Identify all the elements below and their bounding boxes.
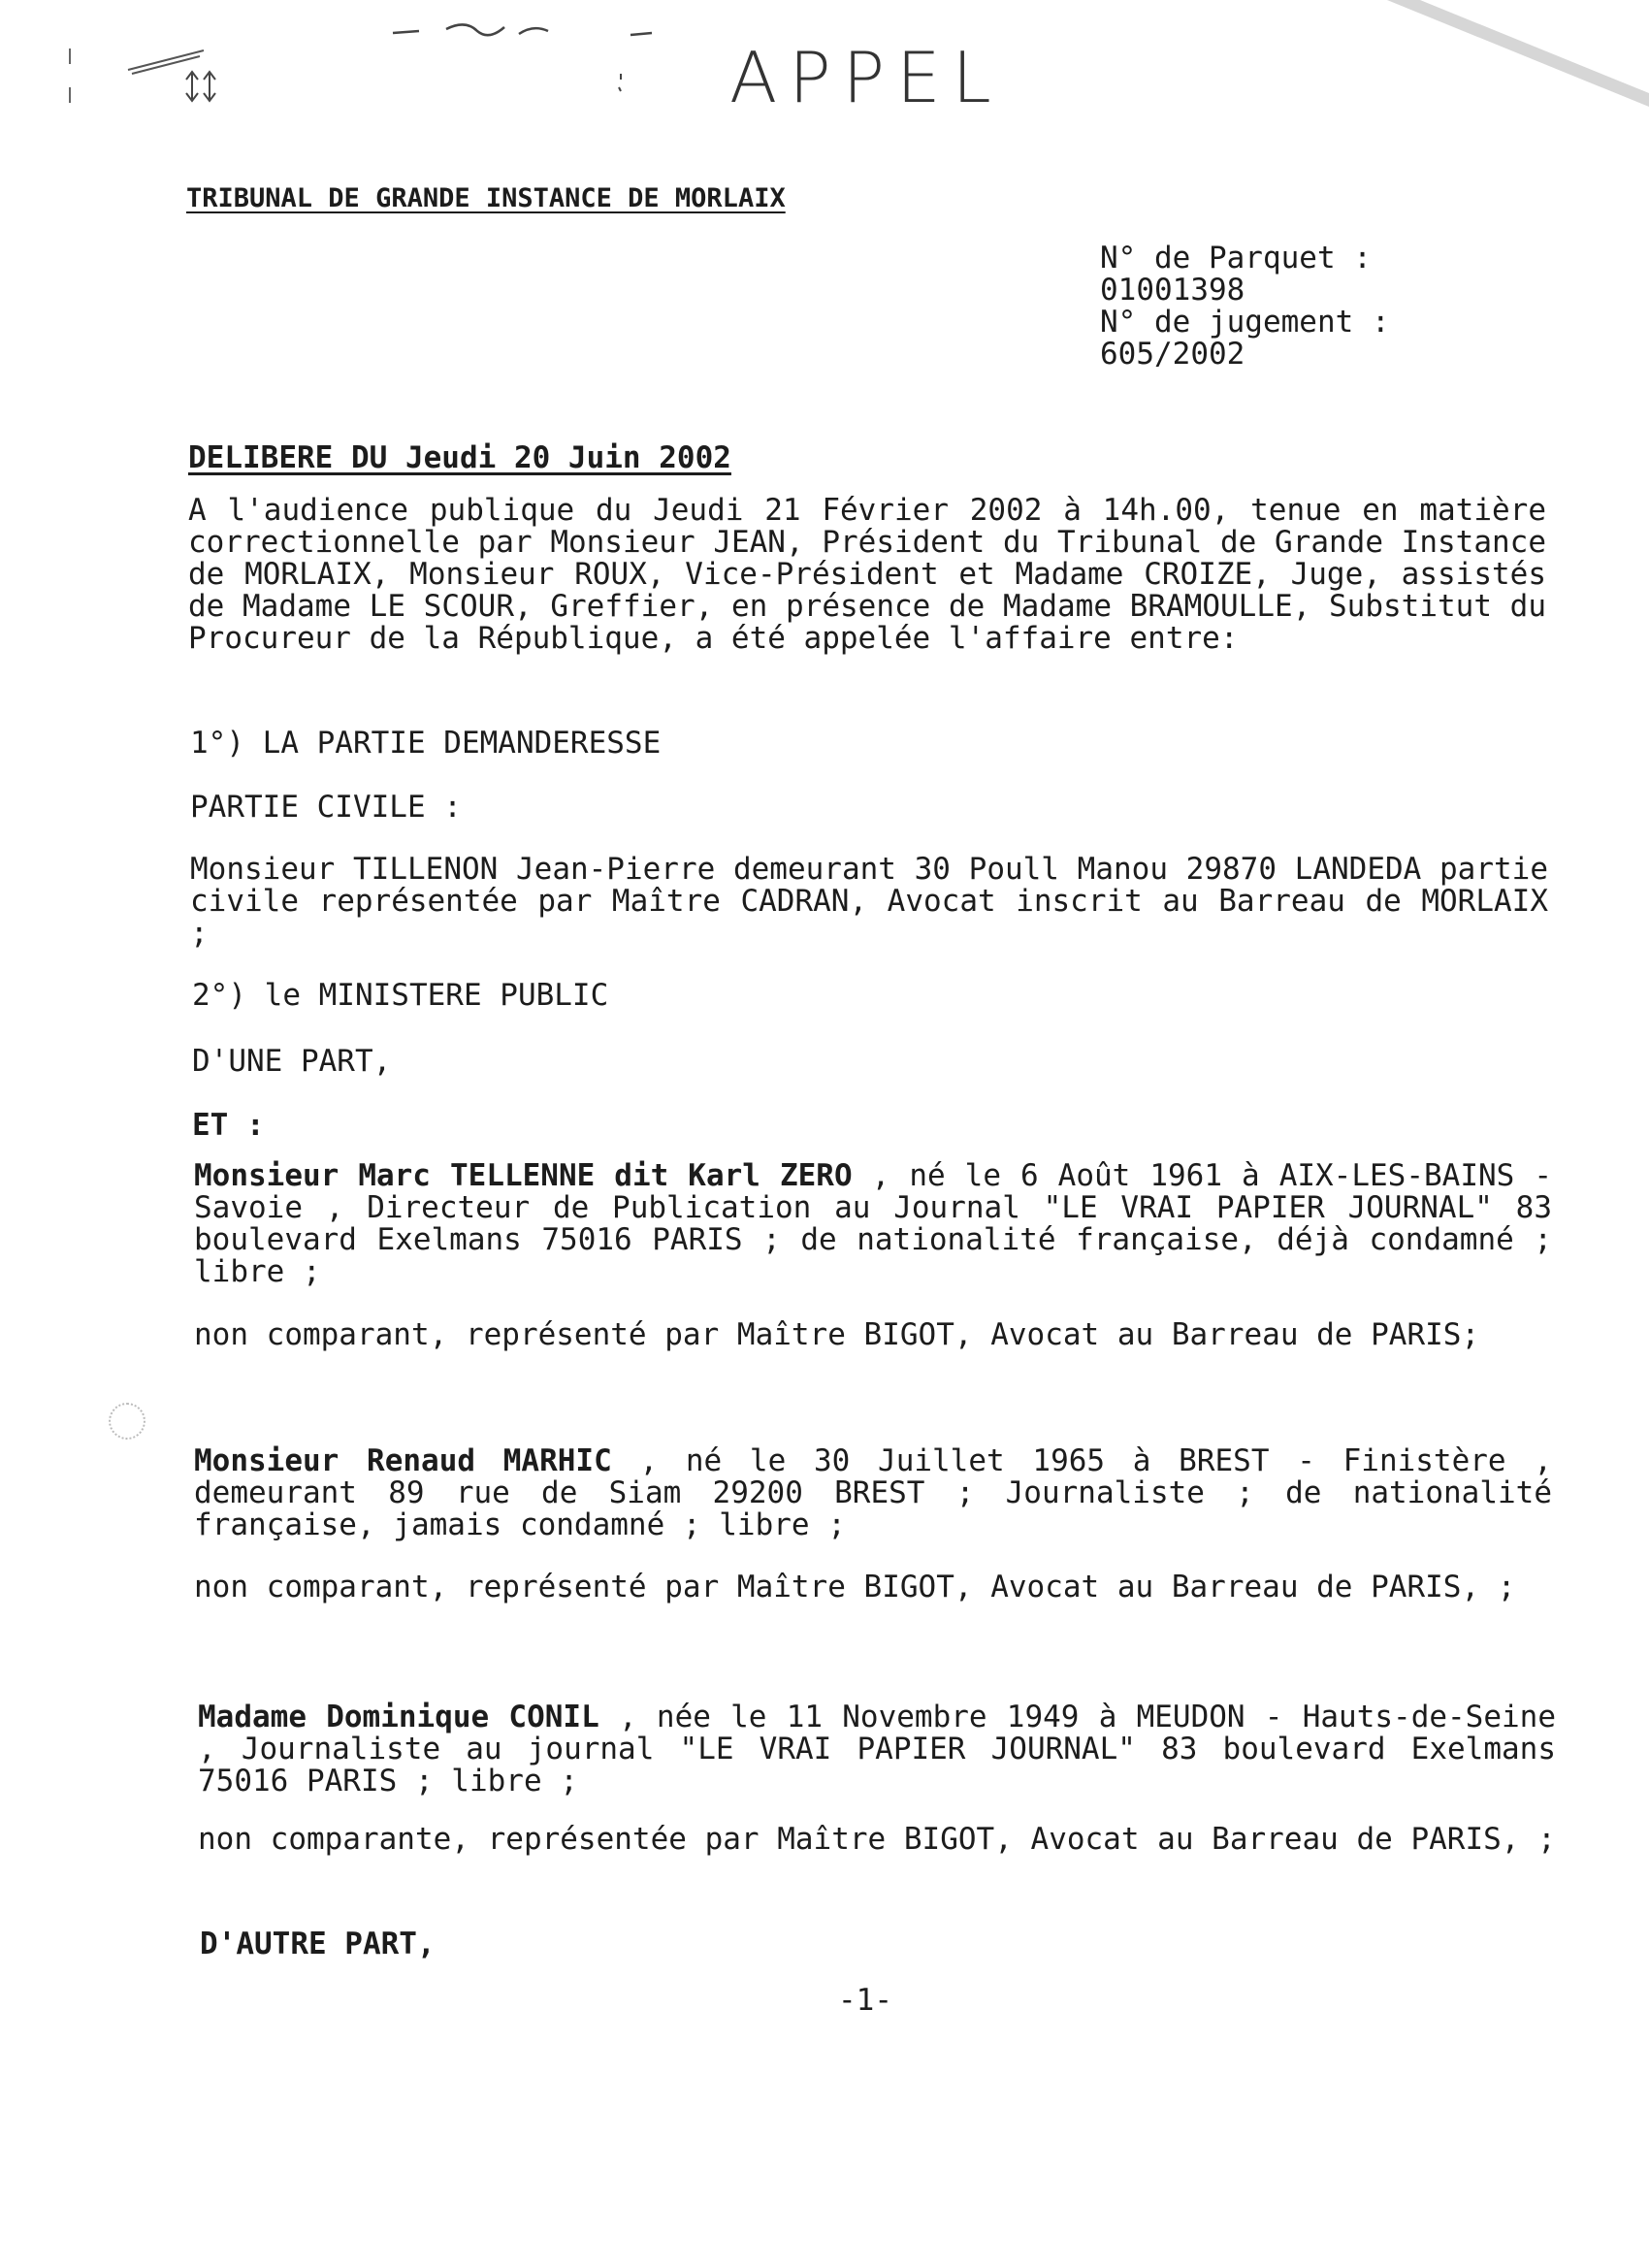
- party2-heading: 2°) le MINISTERE PUBLIC: [192, 978, 609, 1013]
- court-title: TRIBUNAL DE GRANDE INSTANCE DE MORLAIX: [186, 183, 786, 213]
- party1-heading: 1°) LA PARTIE DEMANDERESSE: [190, 726, 662, 761]
- party1-subheading: PARTIE CIVILE :: [190, 790, 462, 825]
- page-number: -1-: [838, 1983, 892, 2018]
- defendant-3-details: , née le 11 Novembre 1949 à MEUDON - Hauts-de-Seine , Journaliste au journal "LE VRAI PAPIER JOURNAL" 83 boulevard Exelmans 75016 PARIS ; libre ;: [198, 1700, 1556, 1798]
- party1-text: Monsieur TILLENON Jean-Pierre demeurant 30 Poull Manou 29870 LANDEDA partie civile représentée par Maître CADRAN, Avocat inscrit au Barreau de MORLAIX ;: [190, 852, 1548, 951]
- parquet-label: N° de Parquet :: [1100, 241, 1372, 275]
- defendant-3-block: [198, 1701, 1556, 1798]
- dune-part: D'UNE PART,: [192, 1044, 392, 1079]
- judgment-label: N° de jugement :: [1100, 305, 1390, 340]
- punch-hole-mark: [109, 1403, 146, 1440]
- defendant-1-details: , né le 6 Août 1961 à AIX-LES-BAINS - Savoie , Directeur de Publication au Journal "LE VRAI PAPIER JOURNAL" 83 boulevard Exelmans 75016 PARIS ; de nationalité française, déjà condamné ; libre ;: [194, 1158, 1552, 1289]
- dautre-part: D'AUTRE PART,: [200, 1927, 436, 1961]
- handwritten-appel-label: APPEL: [729, 37, 1003, 118]
- handwritten-scribbles: [58, 10, 679, 126]
- deliberation-title: DELIBERE DU Jeudi 20 Juin 2002: [188, 440, 731, 475]
- et-label: ET :: [192, 1108, 265, 1143]
- parquet-number: 01001398: [1100, 273, 1245, 308]
- defendant-2-block: [194, 1445, 1552, 1541]
- defendant-2-name: Monsieur Renaud MARHIC: [194, 1443, 612, 1478]
- judgment-number: 605/2002: [1100, 337, 1245, 372]
- defendant-3-name: Madame Dominique CONIL: [198, 1700, 599, 1734]
- intro-paragraph: A l'audience publique du Jeudi 21 Février 2002 à 14h.00, tenue en matière correctionnelle par Monsieur JEAN, Président du Tribunal de Grande Instance de MORLAIX, Monsieur ROUX, Vice-Président et Madame CROIZE, Juge, assistés de Madame LE SCOUR, Greffier, en présence de Madame BRAMOULLE, Substitut du Procureur de la République, a été appelée l'affaire entre:: [188, 493, 1546, 656]
- defendant-1-name: Monsieur Marc TELLENNE dit Karl ZERO: [194, 1158, 853, 1193]
- defendant-1-representation: non comparant, représenté par Maître BIGOT, Avocat au Barreau de PARIS;: [194, 1317, 1480, 1352]
- defendant-2-details: , né le 30 Juillet 1965 à BREST - Finistère , demeurant 89 rue de Siam 29200 BREST ; Journaliste ; de nationalité française, jamais condamné ; libre ;: [194, 1443, 1552, 1542]
- defendant-2-representation: non comparant, représenté par Maître BIGOT, Avocat au Barreau de PARIS, ;: [194, 1570, 1516, 1604]
- folded-corner-face: [1420, 0, 1649, 93]
- defendant-3-representation: non comparante, représentée par Maître BIGOT, Avocat au Barreau de PARIS, ;: [198, 1822, 1556, 1857]
- defendant-1-block: [194, 1160, 1552, 1288]
